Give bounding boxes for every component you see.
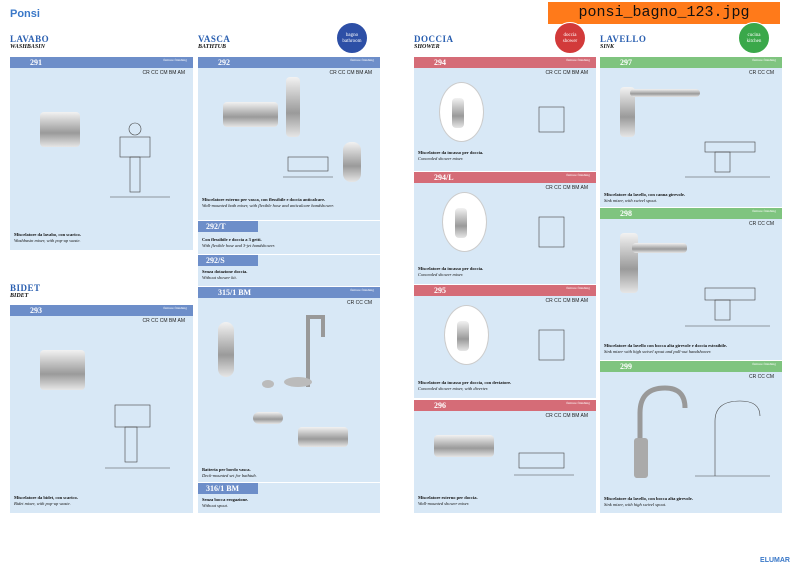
badge-label-it: cucina [747,33,761,38]
product-image [40,112,80,147]
product-description [202,237,377,248]
section-title: BIDET [10,283,41,293]
technical-drawing [534,325,574,370]
description-en: Deck-mounted set for bathtub. [202,472,257,478]
product-code: 292/S [206,256,225,265]
description-en: Wall-mounted shower mixer. [418,500,470,506]
badge-kitchen [738,22,770,54]
description-it: Miscelatore da lavabo, con scarico. [14,232,81,237]
section-subtitle: BIDET [10,293,29,299]
product-header [600,361,782,372]
description-it: Miscelatore da lavello, con bocca alta girevole. [604,496,693,501]
section-title: DOCCIA [414,34,454,44]
product-description [14,495,184,506]
product-header [414,172,596,183]
description-en: Washbasin mixer, with pop-up waste. [14,237,81,243]
product-description [202,467,377,478]
finishes-codes: CR CC CM BM AM [142,318,185,324]
product-card-292-s [198,255,380,286]
product-card-295 [414,285,596,398]
description-en: Wall-mounted bath mixer, with flexible hose and anticalcare handshower. [202,202,334,208]
description-it: Batteria per bordo vasca. [202,467,251,472]
finishes-label: finiture finishing [752,209,776,213]
section-vasca [198,34,230,50]
product-image [620,383,690,483]
finishes-codes: CR CC CM BM AM [329,70,372,76]
finishes-label: finiture finishing [566,286,590,290]
product-code: 294/L [434,173,454,182]
product-card-292-t [198,221,380,254]
section-subtitle: WASHBASIN [10,44,45,50]
product-header [198,287,380,298]
description-it: Miscelatore da bidet, con scarico. [14,495,78,500]
product-header [198,483,258,494]
product-code: 293 [30,306,42,315]
product-description [202,197,377,208]
finishes-label: finiture finishing [752,362,776,366]
technical-drawing [105,390,180,480]
product-card-298 [600,208,782,360]
product-code: 315/1 BM [218,288,252,297]
product-image [444,305,489,365]
handshower-image [286,77,300,137]
product-header [198,57,380,68]
description-en: Bidet mixer, with pop-up waste. [14,500,71,506]
finishes-codes: CR CC CM BM AM [142,70,185,76]
finishes-codes: CR CC CM BM AM [545,70,588,76]
description-en: Concealed shower mixer, with diverter. [418,385,489,391]
product-code: 292 [218,58,230,67]
section-lavello [600,34,646,50]
product-card-292 [198,57,380,220]
footer-label: ELUMAR [760,557,790,564]
brand-label: Ponsi [10,8,40,20]
spout-image [632,243,687,253]
description-en: Without shower kit. [202,274,237,280]
product-header [10,305,193,316]
badge-shower [554,22,586,54]
description-en: Concealed shower mixer. [418,155,464,161]
product-header [10,57,193,68]
lever-image [457,321,469,351]
technical-drawing [110,117,180,217]
product-card-299 [600,361,782,513]
description-it: Miscelatore da lavello con bocca alta girevole e doccia estraibile. [604,343,728,348]
finishes-codes: CR CC CM [749,374,774,380]
description-it: Miscelatore da incasso per doccia, con deviatore. [418,380,512,385]
badge-label-en: bathroom [342,39,362,44]
finishes-label: finiture finishing [566,401,590,405]
description-it: Con flessibile e doccia a 3 getti. [202,237,262,242]
product-description [202,269,377,280]
product-description [418,266,593,277]
product-description [604,192,779,203]
technical-drawing [283,147,338,187]
section-subtitle: SINK [600,44,615,50]
description-it: Miscelatore da incasso per doccia. [418,150,484,155]
product-image [298,427,348,447]
deck-set-image [238,312,328,392]
technical-drawing [685,127,775,187]
finishes-codes: CR CC CM BM AM [545,413,588,419]
product-card-315 [198,287,380,482]
product-description [418,150,593,161]
product-description [418,495,593,506]
badge-label-en: kitchen [746,39,762,44]
description-it: Miscelatore da incasso per doccia. [418,266,484,271]
section-title: VASCA [198,34,231,44]
product-code: 295 [434,286,446,295]
section-title: LAVABO [10,34,50,44]
product-header [198,255,258,266]
handshower-image [253,412,283,424]
product-code: 297 [620,58,632,67]
description-en: With flexible hose and 3-jet handshower. [202,242,275,248]
badge-label-it: doccia [563,33,577,38]
technical-drawing [514,445,584,485]
product-code: 298 [620,209,632,218]
finishes-label: finiture finishing [163,58,187,62]
product-card-293 [10,305,193,513]
product-code: 316/1 BM [206,484,240,493]
lever-image [452,98,464,128]
product-header [414,400,596,411]
product-header [600,57,782,68]
finishes-codes: CR CC CM [749,70,774,76]
product-description [604,496,779,507]
finishes-label: finiture finishing [566,58,590,62]
description-it: Senza dotazione doccia. [202,269,248,274]
lever-image [455,208,467,238]
finishes-codes: CR CC CM [749,221,774,227]
product-header [414,285,596,296]
description-en: Sink mixer, with swivel spout. [604,197,657,203]
product-description [202,497,377,508]
product-header [600,208,782,219]
description-it: Miscelatore esterno per vasca, con flessibile e doccia anticalcare. [202,197,326,202]
description-en: Sink mixer with high swivel spout and pull-out handshower. [604,348,712,354]
badge-label-en: shower [562,39,578,44]
product-image [439,82,484,142]
product-code: 292/T [206,222,226,231]
handshower-image [343,142,361,182]
description-it: Miscelatore esterno per doccia. [418,495,478,500]
finishes-label: finiture finishing [163,306,187,310]
finishes-label: finiture finishing [566,173,590,177]
section-subtitle: SHOWER [414,44,440,50]
product-description [418,380,593,391]
badge-bathroom [336,22,368,54]
product-image [434,435,494,457]
product-description [604,343,779,354]
product-description [14,232,184,243]
badge-label-it: bagno [345,33,359,38]
spout-image [630,89,700,97]
product-header [198,221,258,232]
handshower-image [218,322,234,377]
finishes-label: finiture finishing [350,58,374,62]
description-en: Sink mixer, with high swivel spout. [604,501,667,507]
finishes-codes: CR CC CM BM AM [545,298,588,304]
section-lavabo [10,34,49,50]
technical-drawing [695,396,775,481]
finishes-label: finiture finishing [350,288,374,292]
finishes-label: finiture finishing [752,58,776,62]
filename-banner: ponsi_bagno_123.jpg [548,2,780,24]
product-code: 291 [30,58,42,67]
section-doccia [414,34,454,50]
description-en: Without spout. [202,502,229,508]
product-image [620,233,638,293]
description-en: Concealed shower mixer. [418,271,464,277]
description-it: Senza bocca erogazione. [202,497,249,502]
product-image [223,102,278,127]
description-it: Miscelatore da lavello, con canna girevole. [604,192,685,197]
finishes-codes: CR CC CM BM AM [545,185,588,191]
product-code: 294 [434,58,446,67]
section-subtitle: BATHTUB [198,44,227,50]
product-header [414,57,596,68]
finishes-codes: CR CC CM [347,300,372,306]
technical-drawing [534,212,574,257]
product-card-291 [10,57,193,250]
product-card-294-l [414,172,596,284]
section-title: LAVELLO [600,34,647,44]
technical-drawing [534,102,574,142]
product-image [40,350,85,390]
product-image [442,192,487,252]
product-code: 296 [434,401,446,410]
section-bidet [10,283,41,299]
product-card-297 [600,57,782,207]
technical-drawing [685,278,775,338]
product-card-316 [198,483,380,513]
product-code: 299 [620,362,632,371]
product-card-296 [414,400,596,513]
product-card-294 [414,57,596,171]
